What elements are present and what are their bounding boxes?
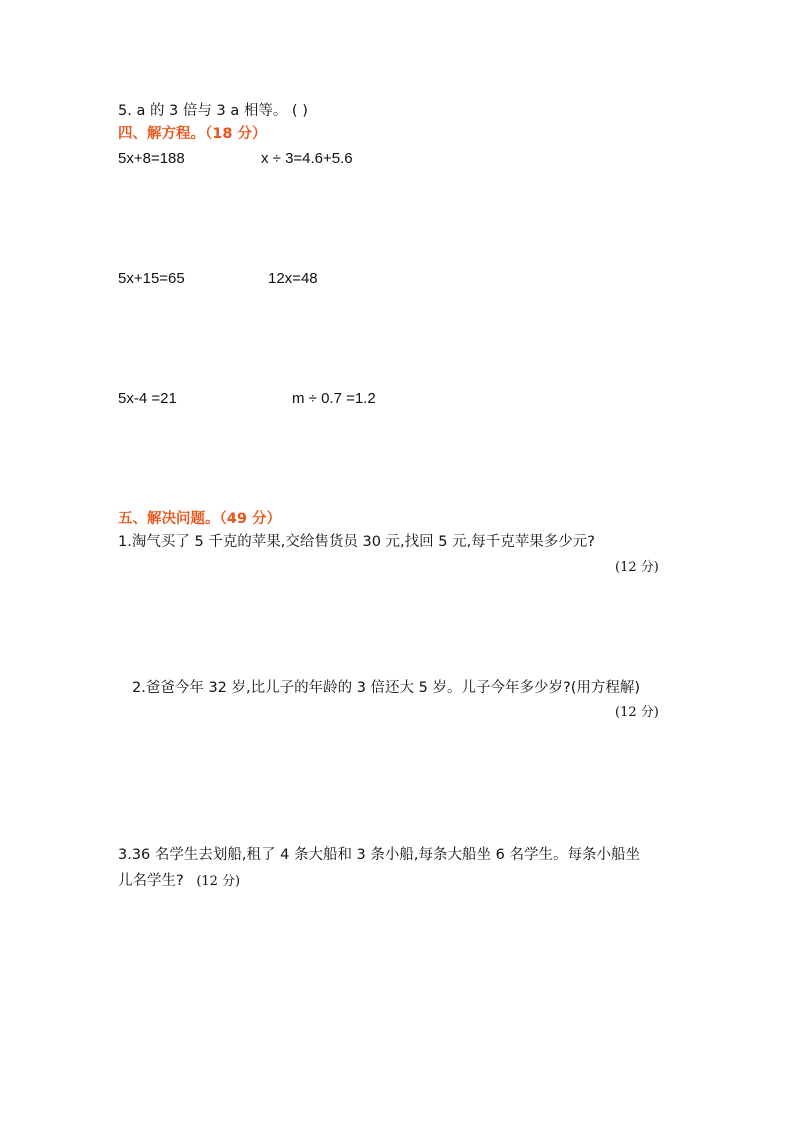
problem-3-text-line-1: 3.36 名学生去划船,租了 4 条大船和 3 条小船,每条大船坐 6 名学生。每条小船坐 [118, 847, 640, 863]
problem-3-text-line-2 [118, 872, 240, 891]
problem-3-score: (12 分) [196, 874, 241, 889]
equation-5: 5x-4 =21 [118, 390, 177, 407]
problem-1-score: (12 分) [615, 560, 659, 575]
problem-1-text: 1.淘气买了 5 千克的苹果,交给售货员 30 元,找回 5 元,每千克苹果多少元? [118, 534, 595, 550]
section-4-heading: 四、解方程。（18 分） [118, 126, 267, 142]
true-false-question-5: 5. a 的 3 倍与 3 a 相等。 ( ) [118, 103, 308, 119]
problem-3-text-line-2-body: 儿名学生? [118, 873, 184, 889]
problem-2-score: (12 分) [615, 705, 659, 720]
problem-2-text: 2.爸爸今年 32 岁,比儿子的年龄的 3 倍还大 5 岁。儿子今年多少岁?(用方程解) [132, 680, 641, 696]
equation-4: 12x=48 [268, 270, 318, 287]
equation-3: 5x+15=65 [118, 270, 185, 287]
equation-1: 5x+8=188 [118, 150, 185, 167]
equation-6: m ÷ 0.7 =1.2 [292, 390, 376, 407]
equation-2: x ÷ 3=4.6+5.6 [261, 150, 353, 167]
section-5-heading: 五、解决问题。（49 分） [118, 511, 281, 527]
